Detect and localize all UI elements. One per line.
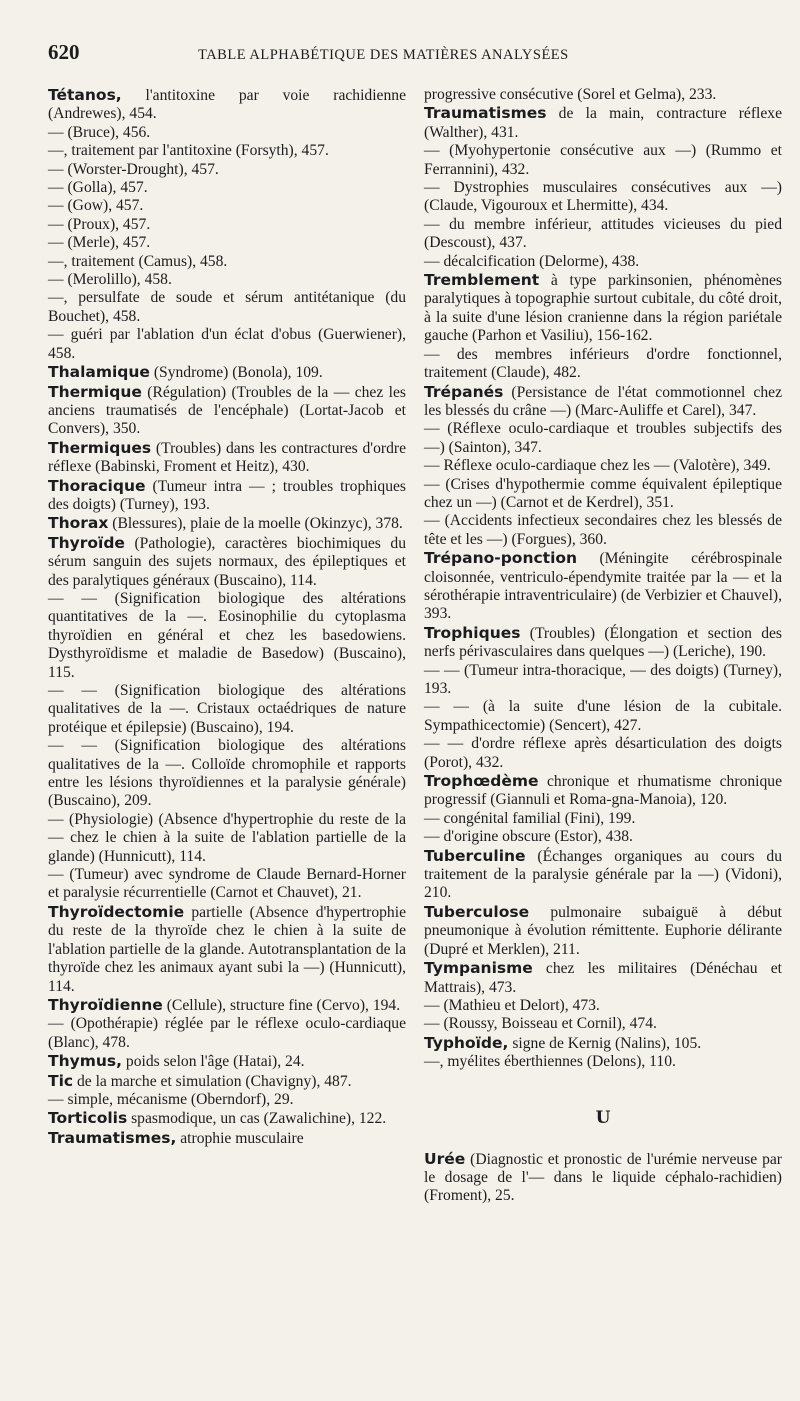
entry-text: — (Merle), 457.	[48, 234, 151, 252]
entry-text: — (Proux), 457.	[48, 215, 151, 233]
index-entry	[424, 847, 782, 903]
entry-text: — congénital familial (Fini), 199.	[424, 809, 636, 827]
entry-headword: Thorax	[48, 514, 109, 533]
index-entry	[424, 662, 782, 699]
entry-text: signe de Kernig (Nalins), 105.	[508, 1034, 702, 1052]
index-entry	[424, 549, 782, 624]
entry-text: (Diagnostic et pronostic de l'urémie nerveuse par le dosage de l'— dans le liquide céphalo-rachidien) (Froment), 25.	[424, 1150, 782, 1205]
entry-headword: Tic	[48, 1071, 74, 1090]
index-entry	[48, 234, 406, 252]
entry-text: pulmonaire subaiguë à début pneumonique à évolution rémittente. Euphorie délirante (Dupré et Merklen), 211.	[424, 903, 782, 958]
entry-text: —, traitement par l'antitoxine (Forsyth), 457.	[48, 142, 329, 160]
index-entry	[48, 514, 406, 533]
entry-headword: Trophiques	[424, 623, 521, 642]
index-entry	[48, 1072, 406, 1091]
page-header	[48, 40, 782, 76]
entry-headword: Tuberculose	[424, 902, 530, 921]
index-entry	[424, 903, 782, 959]
entry-text: — décalcification (Delorme), 438.	[424, 252, 640, 270]
index-entry	[424, 383, 782, 421]
entry-headword: Trépano-ponction	[424, 549, 578, 568]
index-entry	[48, 590, 406, 682]
index-entry	[48, 866, 406, 903]
entry-text: (Troubles) dans les contractures d'ordre réflexe (Babinski, Froment et Heitz), 430.	[48, 439, 406, 476]
index-entry	[424, 476, 782, 513]
index-entry	[48, 811, 406, 866]
index-entry	[48, 1052, 406, 1071]
entry-text: — (Golla), 457.	[48, 179, 148, 197]
index-entry	[48, 326, 406, 363]
entry-headword: Thyroïdectomie	[48, 902, 185, 921]
entry-text: (Tumeur intra — ; troubles trophiques des doigts) (Turney), 193.	[48, 477, 406, 513]
index-entry	[48, 1091, 406, 1109]
index-entry	[424, 346, 782, 383]
entry-headword: Trépanés	[424, 382, 504, 401]
index-entry	[424, 772, 782, 810]
entry-text: — (Gow), 457.	[48, 197, 144, 215]
entry-text: (Pathologie), caractères biochimiques du sérum sanguin des sujets normaux, des épileptiques et des paralytiques généraux (Buscaino), 114.	[48, 534, 406, 589]
right-column	[424, 86, 782, 1206]
entry-text: de la marche et simulation (Chavigny), 487.	[73, 1072, 352, 1090]
entry-text: — (Bruce), 456.	[48, 123, 151, 141]
index-entry	[424, 735, 782, 772]
entry-text: — — (Tumeur intra-thoracique, — des doigts) (Turney), 193.	[424, 661, 782, 697]
entry-text: (Persistance de l'état commotionnel chez les blessés du crâne —) (Marc-Auliffe et Carel), 347.	[424, 383, 782, 419]
entry-text: — (Myohypertonie consécutive aux —) (Rummo et Ferrannini), 432.	[424, 142, 782, 178]
entry-text: — du membre inférieur, attitudes vicieuses du pied (Descoust), 437.	[424, 215, 782, 252]
entry-text: — (Accidents infectieux secondaires chez les blessés de tête et les —) (Forgues), 360.	[424, 512, 782, 548]
entry-text: poids selon l'âge (Hatai), 24.	[122, 1053, 305, 1071]
section-letter: U	[595, 1107, 611, 1128]
entry-text: (Régulation) (Troubles de la — chez les anciens traumatisés de l'encéphale) (Lortat-Jacob et Convers), 350.	[48, 383, 406, 438]
index-entry	[424, 698, 782, 735]
entry-text: — (Tumeur) avec syndrome de Claude Bernard-Horner et paralysie récurrentielle (Carnot et Chauvet), 21.	[48, 866, 406, 902]
entry-headword: Traumatismes	[424, 104, 547, 123]
index-entry	[424, 1015, 782, 1033]
entry-text: de la main, contracture réflexe (Walther), 431.	[424, 105, 782, 141]
entry-headword: Torticolis	[48, 1109, 128, 1128]
right-column-entries	[424, 86, 782, 1072]
entry-headword: Thymus,	[48, 1052, 123, 1071]
index-entry	[48, 682, 406, 737]
entry-text: (Cellule), structure fine (Cervo), 194.	[162, 996, 401, 1014]
entry-text: (Méningite cérébrospinale cloisonnée, ventriculo-épendymite traitée par la — et la sérothérapie intraventriculaire) (de Verbizier et Chauvel), 393.	[424, 550, 782, 623]
index-entry	[48, 253, 406, 271]
index-entry	[424, 810, 782, 828]
index-entry	[48, 1129, 406, 1148]
entry-headword: Typhoïde,	[424, 1033, 509, 1052]
index-entry	[48, 124, 406, 142]
index-entry	[48, 363, 406, 382]
index-entry	[424, 997, 782, 1015]
entry-text: chez les militaires (Dénéchau et Mattrais), 473.	[424, 960, 782, 996]
index-entry	[48, 271, 406, 289]
index-entry	[48, 197, 406, 215]
entry-text: — — d'ordre réflexe après désarticulation des doigts (Porot), 432.	[424, 735, 782, 771]
entry-text: — — (Signification biologique des altérations qualitatives de la —. Cristaux octaédriques de nature protéique et épilepsie) (Buscaino), 194.	[48, 682, 406, 736]
entry-text: — (Roussy, Boisseau et Cornil), 474.	[424, 1015, 657, 1033]
entry-text: —, traitement (Camus), 458.	[48, 252, 228, 270]
entry-text: — (Réflexe oculo-cardiaque et troubles subjectifs des —) (Sainton), 347.	[424, 420, 782, 456]
entry-text: — (Physiologie) (Absence d'hypertrophie du reste de la — chez le chien à la suite de l'ablation partielle de la glande) (Hunnicutt), 114.	[48, 810, 406, 865]
entry-text: (Troubles) (Élongation et section des nerfs périvasculaires dans quelques —) (Leriche), 190.	[424, 624, 782, 661]
right-column-after-entries	[424, 1150, 782, 1206]
index-entry	[48, 477, 406, 515]
index-entry	[424, 624, 782, 662]
entry-headword: Thyroïdienne	[48, 995, 163, 1014]
index-entry	[424, 1034, 782, 1053]
entry-text: atrophie musculaire	[176, 1129, 304, 1147]
index-entry	[48, 289, 406, 326]
entry-text: —, myélites éberthiennes (Delons), 110.	[424, 1053, 676, 1071]
running-title: TABLE ALPHABÉTIQUE DES MATIÈRES ANALYSÉES	[198, 47, 569, 63]
index-entry	[424, 253, 782, 271]
entry-text: (Échanges organiques au cours du traitement de la paralysie générale par la —) (Vidoni), 210.	[424, 847, 782, 902]
index-entry	[424, 457, 782, 475]
index-entry	[424, 1053, 782, 1071]
index-entry	[48, 1109, 406, 1128]
entry-text: (Syndrome) (Bonola), 109.	[149, 364, 323, 382]
index-entry	[424, 512, 782, 549]
entry-text: à type parkinsonien, phénomènes paralytiques à topographie surtout cubitale, du côté droit, à la suite d'une lésion cranienne dans la région pariétale gauche (Parhon et Vasiliu), 156-162.	[424, 272, 782, 345]
entry-headword: Traumatismes,	[48, 1128, 177, 1147]
index-entry	[424, 271, 782, 346]
entry-headword: Tympanisme	[424, 959, 533, 978]
entry-headword: Thoracique	[48, 476, 146, 495]
entry-headword: Thermique	[48, 382, 142, 401]
index-entry	[48, 439, 406, 477]
entry-text: — Réflexe oculo-cardiaque chez les — (Valotère), 349.	[424, 457, 771, 475]
entry-headword: Tétanos,	[48, 86, 122, 104]
entry-headword: Thermiques	[48, 438, 152, 457]
index-entry	[48, 737, 406, 811]
entry-headword: Trophœdème	[424, 772, 539, 791]
left-column	[48, 86, 406, 1206]
entry-text: (Blessures), plaie de la moelle (Okinzyc), 378.	[108, 515, 403, 533]
entry-text: — Dystrophies musculaires consécutives aux —) (Claude, Vigouroux et Lhermitte), 434.	[424, 179, 782, 215]
index-entry	[424, 959, 782, 997]
index-entry	[48, 179, 406, 197]
entry-headword: Tuberculine	[424, 846, 526, 865]
entry-text: — — (à la suite d'une lésion de la cubitale. Sympathicectomie) (Sencert), 427.	[424, 698, 782, 734]
entry-text: — (Opothérapie) réglée par le réflexe oculo-cardiaque (Blanc), 478.	[48, 1015, 406, 1051]
entry-text: — (Crises d'hypothermie comme équivalent épileptique chez un —) (Carnot et de Kerdrel), 351.	[424, 475, 782, 511]
index-entry	[48, 903, 406, 996]
entry-text: partielle (Absence d'hypertrophie du reste de la thyroïde chez le chien à la suite de l'ablation partielle de la glande. Autotransplantation de la thyroïde chez les animaux ayant subi la —) (Hunnicutt), 114.	[48, 903, 406, 995]
entry-text: — d'origine obscure (Estor), 438.	[424, 828, 633, 846]
entry-text: — (Merolillo), 458.	[48, 271, 172, 289]
entry-text: — simple, mécanisme (Oberndorf), 29.	[48, 1090, 294, 1108]
index-entry	[48, 142, 406, 160]
index-entry	[48, 383, 406, 439]
page-number: 620	[48, 40, 80, 64]
index-entry	[48, 161, 406, 179]
index-entry	[48, 534, 406, 590]
index-entry	[424, 104, 782, 142]
index-entry	[424, 216, 782, 253]
index-entry	[424, 179, 782, 216]
index-entry	[424, 420, 782, 457]
index-entry	[48, 996, 406, 1015]
index-entry	[424, 1150, 782, 1206]
entry-text: — — (Signification biologique des altérations qualitatives de la —. Colloïde chromophile et rapports entre les lésions thyroïdiennes et la paralysie générale) (Buscaino), 209.	[48, 737, 406, 810]
entry-text: spasmodique, un cas (Zawalichine), 122.	[127, 1110, 387, 1128]
index-entry	[424, 828, 782, 846]
entry-text: — (Worster-Drought), 457.	[48, 160, 219, 178]
entry-headword: Urée	[424, 1149, 466, 1168]
entry-text: —, persulfate de soude et sérum antitétanique (du Bouchet), 458.	[48, 289, 406, 325]
index-columns	[48, 86, 782, 1206]
entry-headword: Thyroïde	[48, 533, 125, 552]
entry-headword: Tremblement	[424, 271, 540, 290]
index-entry	[48, 86, 406, 124]
entry-text: chronique et rhumatisme chronique progressif (Giannuli et Roma-gna-Manoia), 120.	[424, 773, 782, 809]
index-entry	[48, 216, 406, 234]
entry-text: l'antitoxine par voie rachidienne (Andrewes), 454.	[48, 87, 406, 123]
entry-text: — (Mathieu et Delort), 473.	[424, 996, 600, 1014]
entry-text: — guéri par l'ablation d'un éclat d'obus (Guerwiener), 458.	[48, 326, 406, 362]
entry-headword: Thalamique	[48, 363, 150, 382]
entry-text: — des membres inférieurs d'ordre fonctionnel, traitement (Claude), 482.	[424, 345, 782, 382]
entry-text: — — (Signification biologique des altérations quantitatives de la —. Eosinophilie du cytoplasma thyroïdien en général et chez les basedowiens. Dysthyroïdisme et maladie de Basedow) (Buscaino), 115.	[48, 589, 406, 681]
index-entry	[48, 1015, 406, 1052]
index-entry	[424, 142, 782, 179]
entry-text: progressive consécutive (Sorel et Gelma), 233.	[424, 86, 717, 103]
index-entry	[424, 86, 782, 104]
